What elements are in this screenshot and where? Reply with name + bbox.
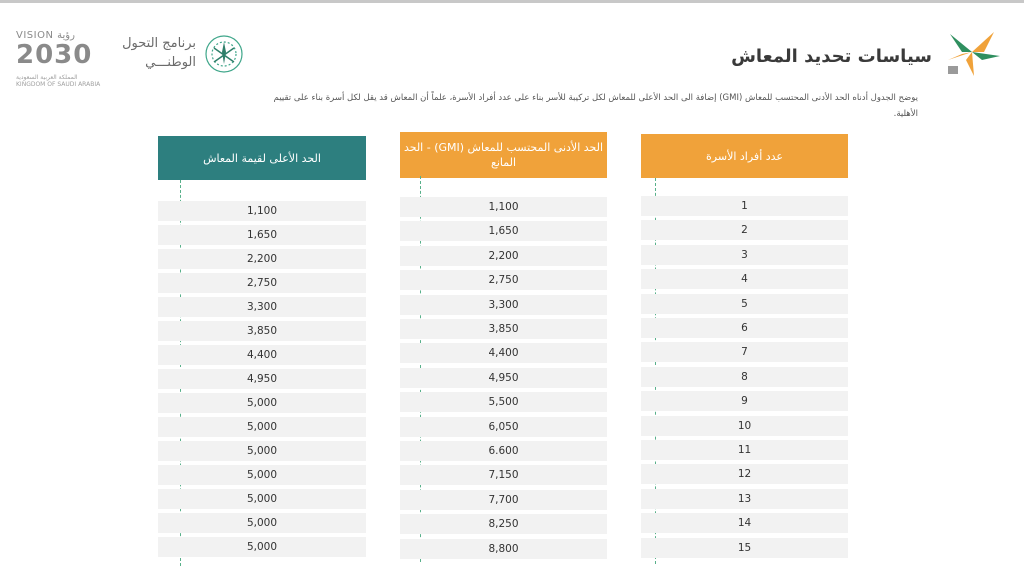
column-gmi	[400, 132, 607, 566]
page-title: سياسات تحديد المعاش	[731, 46, 932, 67]
table-cell: 5,500	[400, 392, 607, 412]
table-cell: 4,400	[158, 345, 366, 365]
table-cell: 3,300	[158, 297, 366, 317]
table-cell: 4	[641, 269, 848, 289]
table-cell: 1,650	[400, 221, 607, 241]
table-cell: 12	[641, 464, 848, 484]
table-cell: 5,000	[158, 441, 366, 461]
table-cell: 5,000	[158, 489, 366, 509]
table-cell: 4,400	[400, 343, 607, 363]
table-cell: 5,000	[158, 417, 366, 437]
ntp-line-1: برنامج التحول	[122, 36, 196, 51]
column-max-header: الحد الأعلى لقيمة المعاش	[158, 136, 366, 180]
table-cell: 4,950	[158, 369, 366, 389]
vision-2030-logo	[16, 30, 108, 90]
table-cell: 1,100	[158, 201, 366, 221]
table-cell: 1,100	[400, 197, 607, 217]
column-gmi-header: الحد الأدنى المحتسب للمعاش (GMI) - الحد المانع	[400, 132, 607, 178]
column-max-pension	[158, 136, 366, 566]
table-cell: 8,250	[400, 514, 607, 534]
saudi-emblem-icon	[202, 32, 246, 76]
table-cell: 13	[641, 489, 848, 509]
ntp-line-2: الوطنـــي	[145, 55, 196, 70]
table-cell: 2,200	[158, 249, 366, 269]
ntp-logo-text	[118, 36, 196, 70]
column-family-header: عدد أفراد الأسرة	[641, 134, 848, 178]
table-cell: 2,750	[158, 273, 366, 293]
table-cell: 5,000	[158, 513, 366, 533]
column-family-members	[641, 134, 848, 566]
top-border	[0, 0, 1024, 3]
table-cell: 8	[641, 367, 848, 387]
table-cell: 15	[641, 538, 848, 558]
table-cell: 3	[641, 245, 848, 265]
table-cell: 7	[641, 342, 848, 362]
description-text: يوضح الجدول أدناه الحد الأدنى المحتسب للمعاش (GMI) إضافة الى الحد الأعلى للمعاش لكل تركيبة للأسر بناء على عدد أفراد الأسرة، علماً أن المعاش قد يقل لكل أسرة بناء على تقييم الأهلية.	[273, 93, 918, 119]
table-cell: 7,150	[400, 465, 607, 485]
table-cell: 2	[641, 220, 848, 240]
table-cell: 3,300	[400, 295, 607, 315]
table-cell: 5,000	[158, 465, 366, 485]
table-cell: 5,000	[158, 393, 366, 413]
table-cell: 6	[641, 318, 848, 338]
vision-year: 2030	[16, 40, 93, 70]
table-cell: 4,950	[400, 368, 607, 388]
table-cell: 11	[641, 440, 848, 460]
ministry-logo-icon	[944, 26, 1002, 78]
vision-top-text: VISION رؤية	[16, 30, 75, 41]
table-cell: 10	[641, 416, 848, 436]
table-cell: 1,650	[158, 225, 366, 245]
table-cell: 1	[641, 196, 848, 216]
table-cell: 9	[641, 391, 848, 411]
table-cell: 5	[641, 294, 848, 314]
table-cell: 2,200	[400, 246, 607, 266]
vision-subtitle: المملكة العربية السعودية KINGDOM OF SAUDI ARABIA	[16, 74, 101, 88]
table-cell: 5,000	[158, 537, 366, 557]
table-cell: 3,850	[158, 321, 366, 341]
table-cell: 6.600	[400, 441, 607, 461]
table-cell: 2,750	[400, 270, 607, 290]
table-cell: 14	[641, 513, 848, 533]
table-cell: 7,700	[400, 490, 607, 510]
table-cell: 8,800	[400, 539, 607, 559]
table-cell: 3,850	[400, 319, 607, 339]
table-cell: 6,050	[400, 417, 607, 437]
